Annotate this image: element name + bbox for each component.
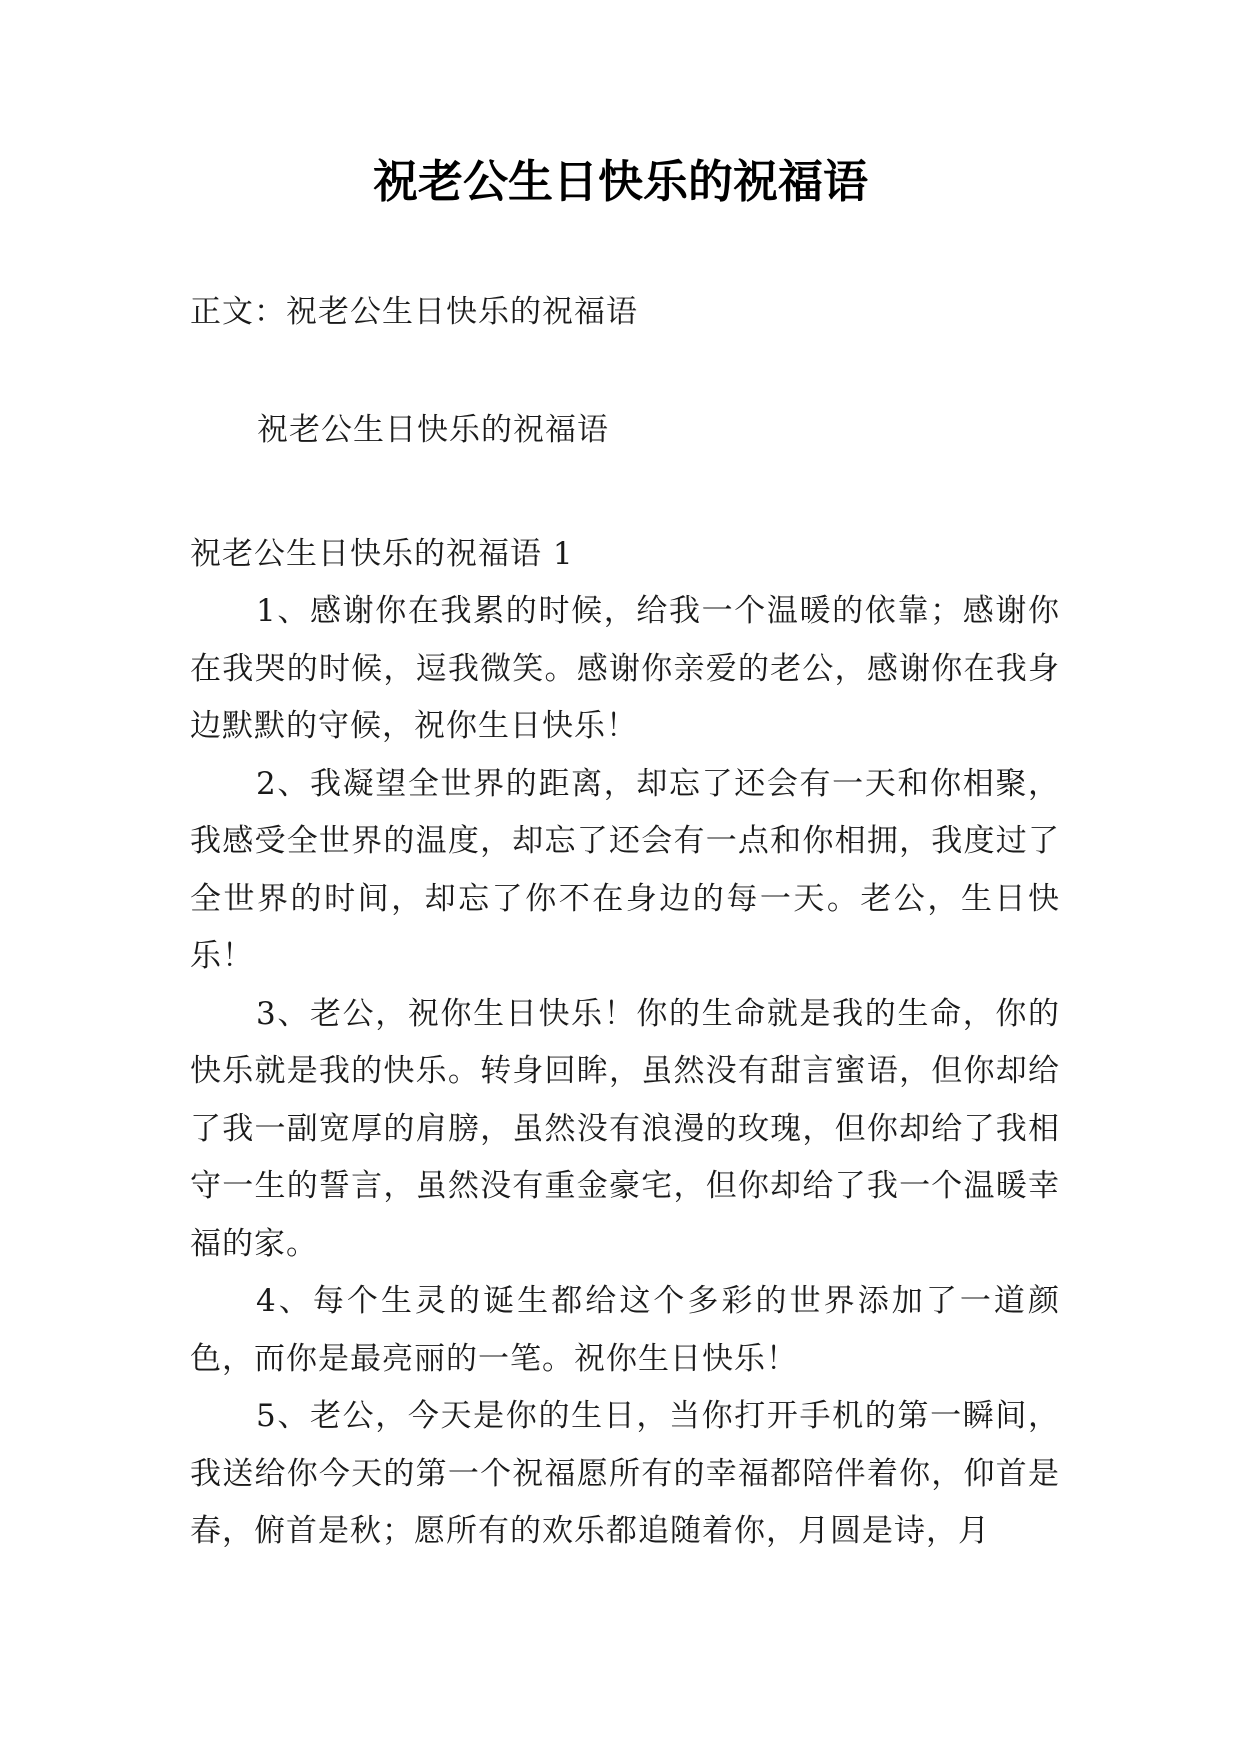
- body-label: 正文：祝老公生日快乐的祝福语: [190, 294, 638, 330]
- document-subtitle: 祝老公生日快乐的祝福语: [257, 412, 609, 448]
- paragraph-1: 1、感谢你在我累的时候，给我一个温暖的依靠；感谢你在我哭的时候，逗我微笑。感谢你亲爱的老公，感谢你在我身边默默的守候，祝你生日快乐！: [190, 593, 1060, 744]
- paragraph-3: 3、老公，祝你生日快乐！你的生命就是我的生命，你的快乐就是我的快乐。转身回眸，虽然没有甜言蜜语，但你却给了我一副宽厚的肩膀，虽然没有浪漫的玫瑰，但你却给了我相守一生的誓言，虽然没有重金豪宅，但你却给了我一个温暖幸福的家。: [190, 995, 1060, 1262]
- document-content: [190, 526, 1060, 1561]
- paragraph-5: 5、老公，今天是你的生日，当你打开手机的第一瞬间，我送给你今天的第一个祝福愿所有的幸福都陪伴着你，仰首是春，俯首是秋；愿所有的欢乐都追随着你，月圆是诗，月: [190, 1398, 1060, 1549]
- document-title: 祝老公生日快乐的祝福语: [372, 155, 868, 208]
- paragraph-4: 4、每个生灵的诞生都给这个多彩的世界添加了一道颜色，而你是最亮丽的一笔。祝你生日快乐！: [190, 1283, 1060, 1377]
- section-heading: 祝老公生日快乐的祝福语 1: [190, 536, 574, 572]
- paragraph-2: 2、我凝望全世界的距离，却忘了还会有一天和你相聚，我感受全世界的温度，却忘了还会有一点和你相拥，我度过了全世界的时间，却忘了你不在身边的每一天。老公，生日快乐！: [190, 765, 1060, 974]
